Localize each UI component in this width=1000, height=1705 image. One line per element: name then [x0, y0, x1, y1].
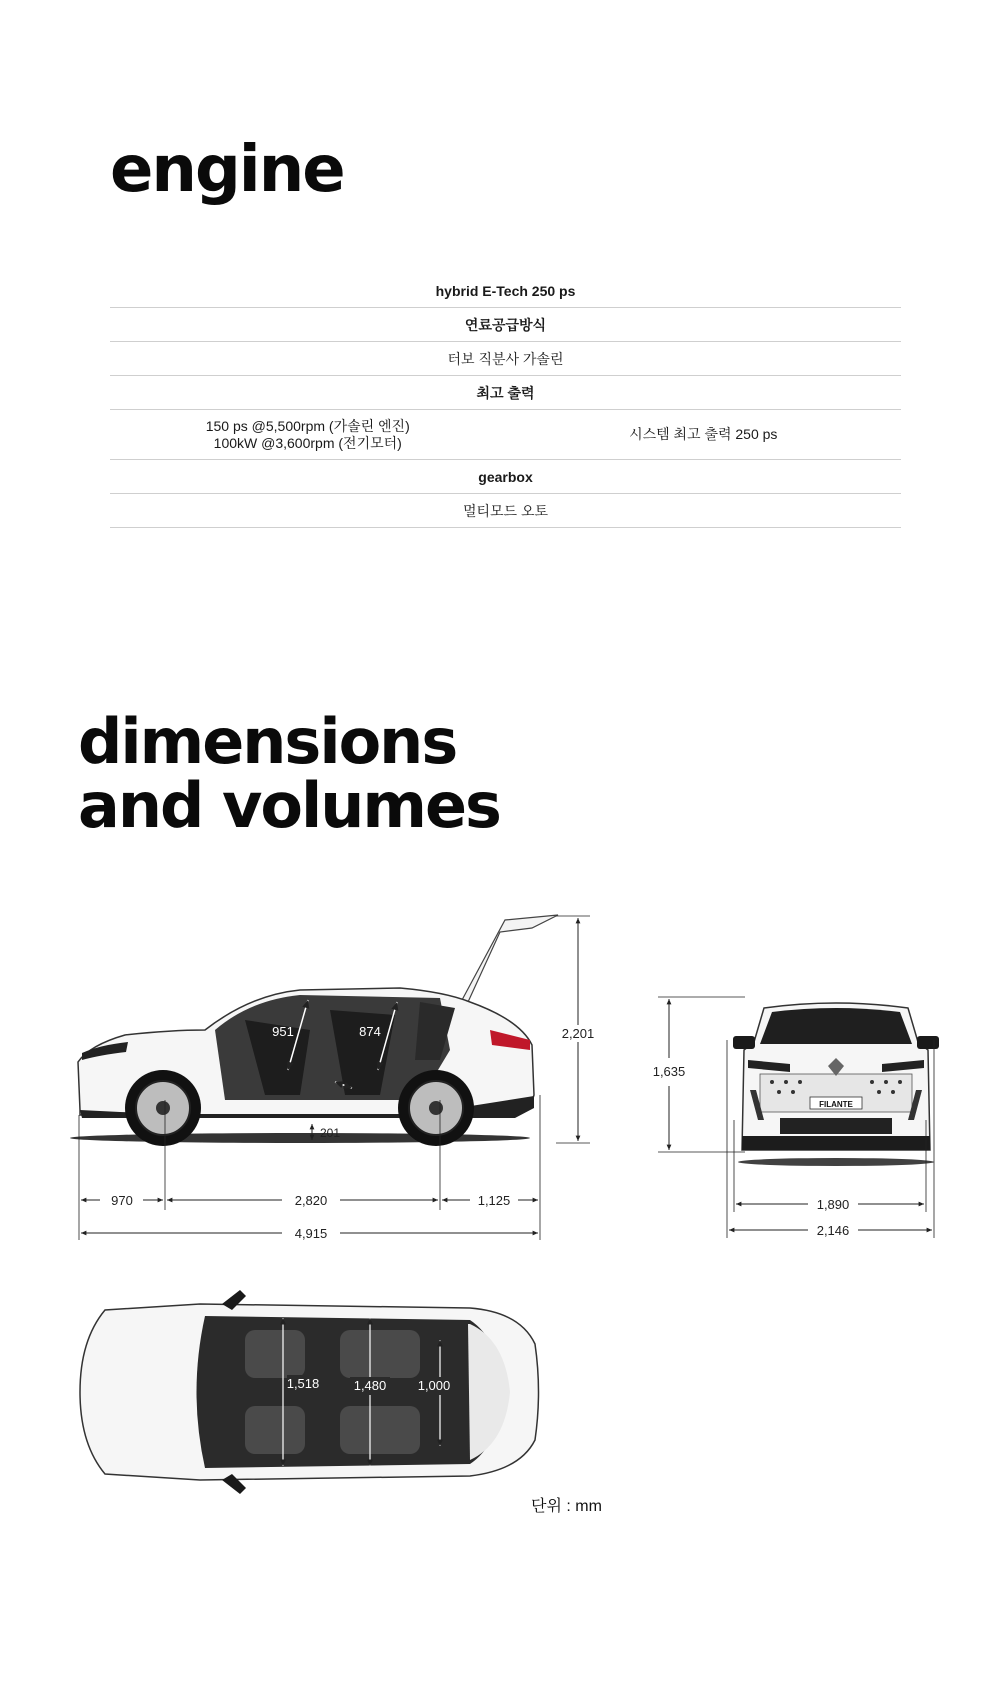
- wheelbase-label: 2,820: [294, 1193, 328, 1208]
- spec-row-fuel-value: 터보 직분사 가솔린: [110, 342, 901, 376]
- power-motor: 100kW @3,600rpm (전기모터): [213, 434, 402, 451]
- power-engine: 150 ps @5,500rpm (가솔린 엔진): [205, 417, 410, 434]
- spec-row-gearbox-header: gearbox: [110, 460, 901, 494]
- front-height-label: 1,635: [652, 1064, 686, 1079]
- spec-row-engine-name: hybrid E-Tech 250 ps: [110, 274, 901, 308]
- front-badge: FILANTE: [819, 1100, 853, 1109]
- side-view-car: [70, 915, 558, 1146]
- front-overhang-label: 970: [111, 1193, 133, 1208]
- headroom-front-label: 951: [272, 1024, 294, 1039]
- front-view-car: [733, 1003, 939, 1166]
- ground-clearance-label: 201: [320, 1126, 341, 1140]
- trunk-width-label: 1,000: [417, 1378, 451, 1393]
- headroom-rear-label: 874: [359, 1024, 381, 1039]
- rear-overhang-label: 1,125: [477, 1193, 511, 1208]
- rear-shoulder-label: 1,480: [353, 1378, 387, 1393]
- engine-title: engine: [110, 133, 344, 207]
- front-shoulder-label: 1,518: [286, 1376, 320, 1391]
- unit-label: 단위 : mm: [531, 1498, 602, 1515]
- spec-row-power-header: 최고 출력: [110, 376, 901, 410]
- spec-row-fuel-header: 연료공급방식: [110, 308, 901, 342]
- height-open-label: 2,201: [561, 1026, 595, 1041]
- dimensions-title-line2: and volumes: [78, 769, 500, 842]
- length-label: 4,915: [294, 1226, 328, 1241]
- spec-row-gearbox-value: 멀티모드 오토: [110, 494, 901, 528]
- dimensions-title-line1: dimensions: [78, 705, 457, 778]
- width-label: 1,890: [816, 1197, 850, 1212]
- width-mirrors-label: 2,146: [816, 1223, 850, 1238]
- power-system: 시스템 최고 출력 250 ps: [629, 426, 778, 442]
